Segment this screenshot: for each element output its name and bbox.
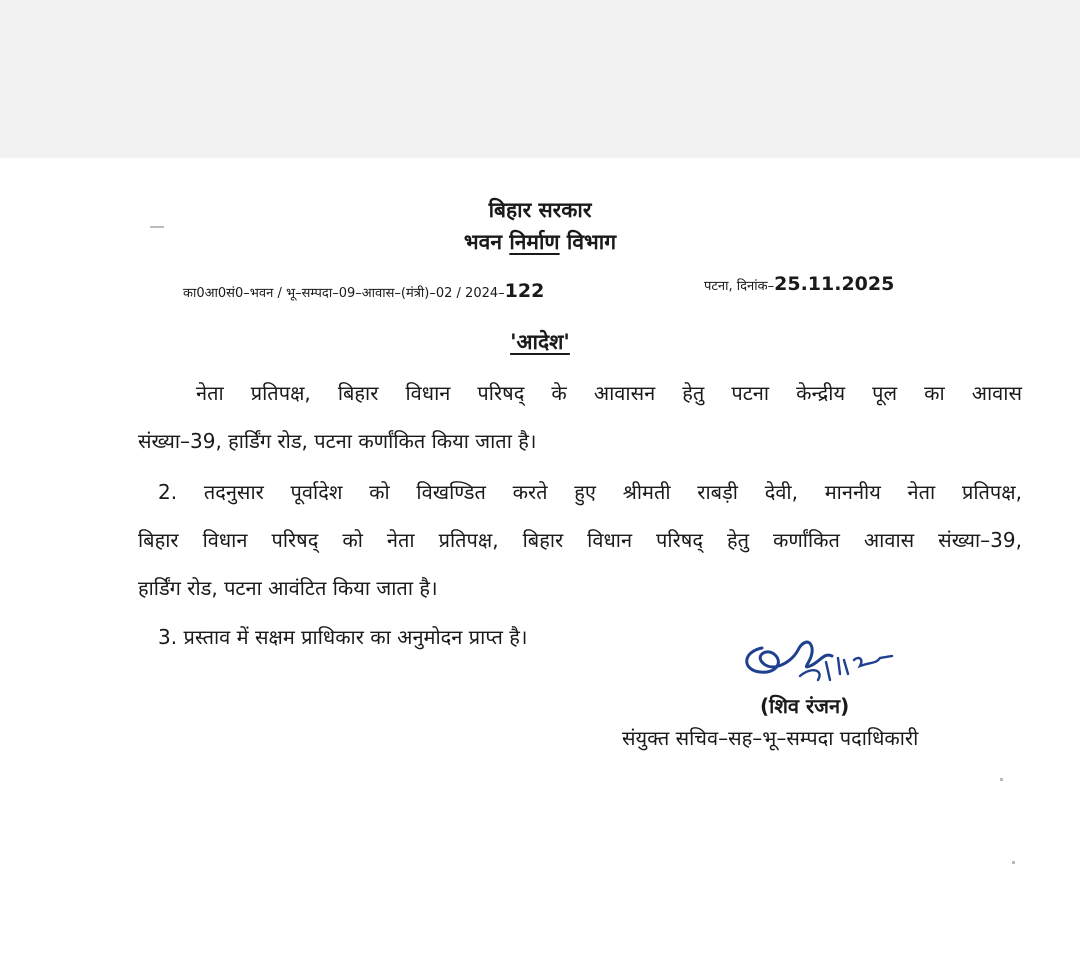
scan-speck	[1000, 778, 1003, 781]
scan-speck	[1012, 861, 1015, 864]
issue-date	[704, 273, 894, 295]
document-page	[0, 158, 1080, 973]
top-margin-band	[0, 0, 1080, 158]
department-name-prefix: भवन	[463, 230, 510, 254]
issue-date-prefix: पटना, दिनांक–	[704, 279, 775, 294]
handwritten-signature	[740, 626, 910, 696]
paragraph-1-line-2: संख्या–39, हार्डिंग रोड, पटना कर्णांकित किया जाता है।	[138, 429, 537, 453]
signatory-name: (शिव रंजन)	[760, 694, 850, 718]
department-name-underlined: निर्माण	[509, 230, 560, 254]
issue-date-value: 25.11.2025	[774, 273, 895, 295]
order-title	[0, 328, 1080, 356]
paragraph-3-line-1: 3. प्रस्ताव में सक्षम प्राधिकार का अनुमोदन प्राप्त है।	[158, 625, 528, 649]
reference-number-suffix: 122	[504, 280, 545, 302]
department-name	[0, 228, 1080, 256]
paragraph-2	[138, 468, 1022, 612]
order-title-text: 'आदेश'	[510, 330, 570, 354]
reference-number	[183, 280, 544, 302]
paragraph-2-line-2: बिहार विधान परिषद् को नेता प्रतिपक्ष, बिहार विधान परिषद् हेतु कर्णांकित आवास संख्या–39,	[138, 528, 1022, 552]
department-name-suffix: विभाग	[559, 230, 617, 254]
paragraph-1-line-1: नेता प्रतिपक्ष, बिहार विधान परिषद् के आवासन हेतु पटना केन्द्रीय पूल का आवास	[196, 381, 1022, 405]
scan-speck	[150, 226, 164, 228]
signatory-designation: संयुक्त सचिव–सह–भू–सम्पदा पदाधिकारी	[622, 726, 919, 750]
reference-number-prefix: का0आ0सं0–भवन / भू–सम्पदा–09–आवास–(मंत्री)–02 / 2024–	[183, 286, 505, 301]
paragraph-1	[138, 369, 1022, 465]
paragraph-2-line-3: हार्डिंग रोड, पटना आवंटित किया जाता है।	[138, 576, 438, 600]
paragraph-2-line-1: 2. तदनुसार पूर्वादेश को विखण्डित करते हुए श्रीमती राबड़ी देवी, माननीय नेता प्रतिपक्ष,	[158, 480, 1022, 504]
government-name: बिहार सरकार	[488, 198, 592, 222]
